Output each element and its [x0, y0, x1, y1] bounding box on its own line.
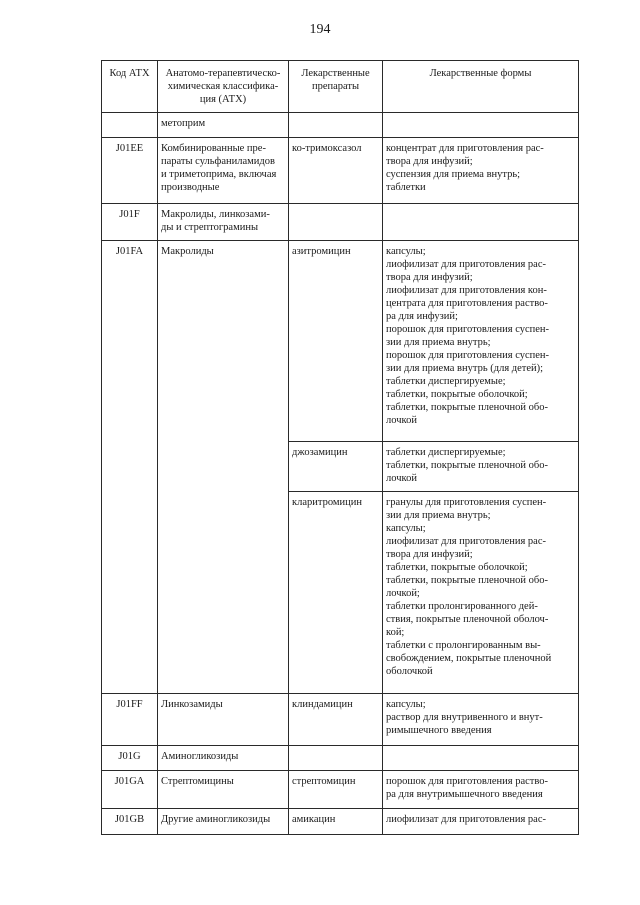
cell-code: J01FF	[102, 694, 158, 746]
table-row	[102, 138, 579, 204]
table-row	[102, 746, 579, 771]
cell-classification: метоприм	[158, 113, 289, 138]
cell-drug	[289, 746, 383, 771]
cell-classification: Макролиды, линкозами- ды и стрептограмины	[158, 204, 289, 241]
cell-classification: Комбинированные пре- параты сульфаниламидов и триметоприма, включая производные	[158, 138, 289, 204]
cell-forms: концентрат для приготовления рас- твора для инфузий; суспензия для приема внутрь; таблетки	[383, 138, 579, 204]
cell-code: J01FA	[102, 241, 158, 694]
atx-table	[101, 60, 579, 835]
cell-drug: клиндамицин	[289, 694, 383, 746]
header-classification: Анатомо-терапевтическо- химическая классифика- ция (АТХ)	[158, 61, 289, 113]
cell-code: J01EE	[102, 138, 158, 204]
cell-drug: кларитромицин	[289, 492, 383, 694]
cell-drug	[289, 113, 383, 138]
cell-code: J01GA	[102, 771, 158, 809]
table-header-row	[102, 61, 579, 113]
cell-code: J01F	[102, 204, 158, 241]
cell-forms	[383, 204, 579, 241]
cell-drug: ко-тримоксазол	[289, 138, 383, 204]
cell-forms	[383, 746, 579, 771]
cell-drug: азитромицин	[289, 241, 383, 442]
table-row	[102, 204, 579, 241]
cell-classification: Макролиды	[158, 241, 289, 694]
cell-forms: капсулы; раствор для внутривенного и внут- римышечного введения	[383, 694, 579, 746]
cell-drug: амикацин	[289, 809, 383, 835]
cell-forms: лиофилизат для приготовления рас-	[383, 809, 579, 835]
table-row	[102, 809, 579, 835]
cell-drug	[289, 204, 383, 241]
table-row	[102, 113, 579, 138]
cell-code	[102, 113, 158, 138]
header-drugs: Лекарственные препараты	[289, 61, 383, 113]
cell-classification: Стрептомицины	[158, 771, 289, 809]
table-row	[102, 694, 579, 746]
cell-classification: Линкозамиды	[158, 694, 289, 746]
header-forms: Лекарственные формы	[383, 61, 579, 113]
table-row	[102, 241, 579, 442]
page-number: 194	[309, 22, 331, 37]
cell-forms: капсулы; лиофилизат для приготовления рас- твора для инфузий; лиофилизат для приготовления кон- центрата для приготовления раство- ра для инфузий; порошок для приготовления суспен- зии для приема внутрь; порошок для приготовления суспен- зии для приема внутрь (для детей); таблетки диспергируемые; таблетки, покрытые оболочкой; таблетки, покрытые пленочной обо- лочкой	[383, 241, 579, 442]
cell-classification: Аминогликозиды	[158, 746, 289, 771]
cell-forms: порошок для приготовления раство- ра для внутримышечного введения	[383, 771, 579, 809]
header-code: Код АТХ	[102, 61, 158, 113]
cell-forms: таблетки диспергируемые; таблетки, покрытые пленочной обо- лочкой	[383, 442, 579, 492]
cell-code: J01GB	[102, 809, 158, 835]
cell-drug: стрептомицин	[289, 771, 383, 809]
cell-code: J01G	[102, 746, 158, 771]
cell-classification: Другие аминогликозиды	[158, 809, 289, 835]
table-row	[102, 771, 579, 809]
cell-drug: джозамицин	[289, 442, 383, 492]
cell-forms	[383, 113, 579, 138]
cell-forms: гранулы для приготовления суспен- зии для приема внутрь; капсулы; лиофилизат для приготовления рас- твора для инфузий; таблетки, покрытые оболочкой; таблетки, покрытые пленочной обо- лочкой; таблетки пролонгированного дей- ствия, покрытые пленочной оболоч- кой; таблетки с пролонгированным вы- свобождением, покрытые пленочной оболочкой	[383, 492, 579, 694]
